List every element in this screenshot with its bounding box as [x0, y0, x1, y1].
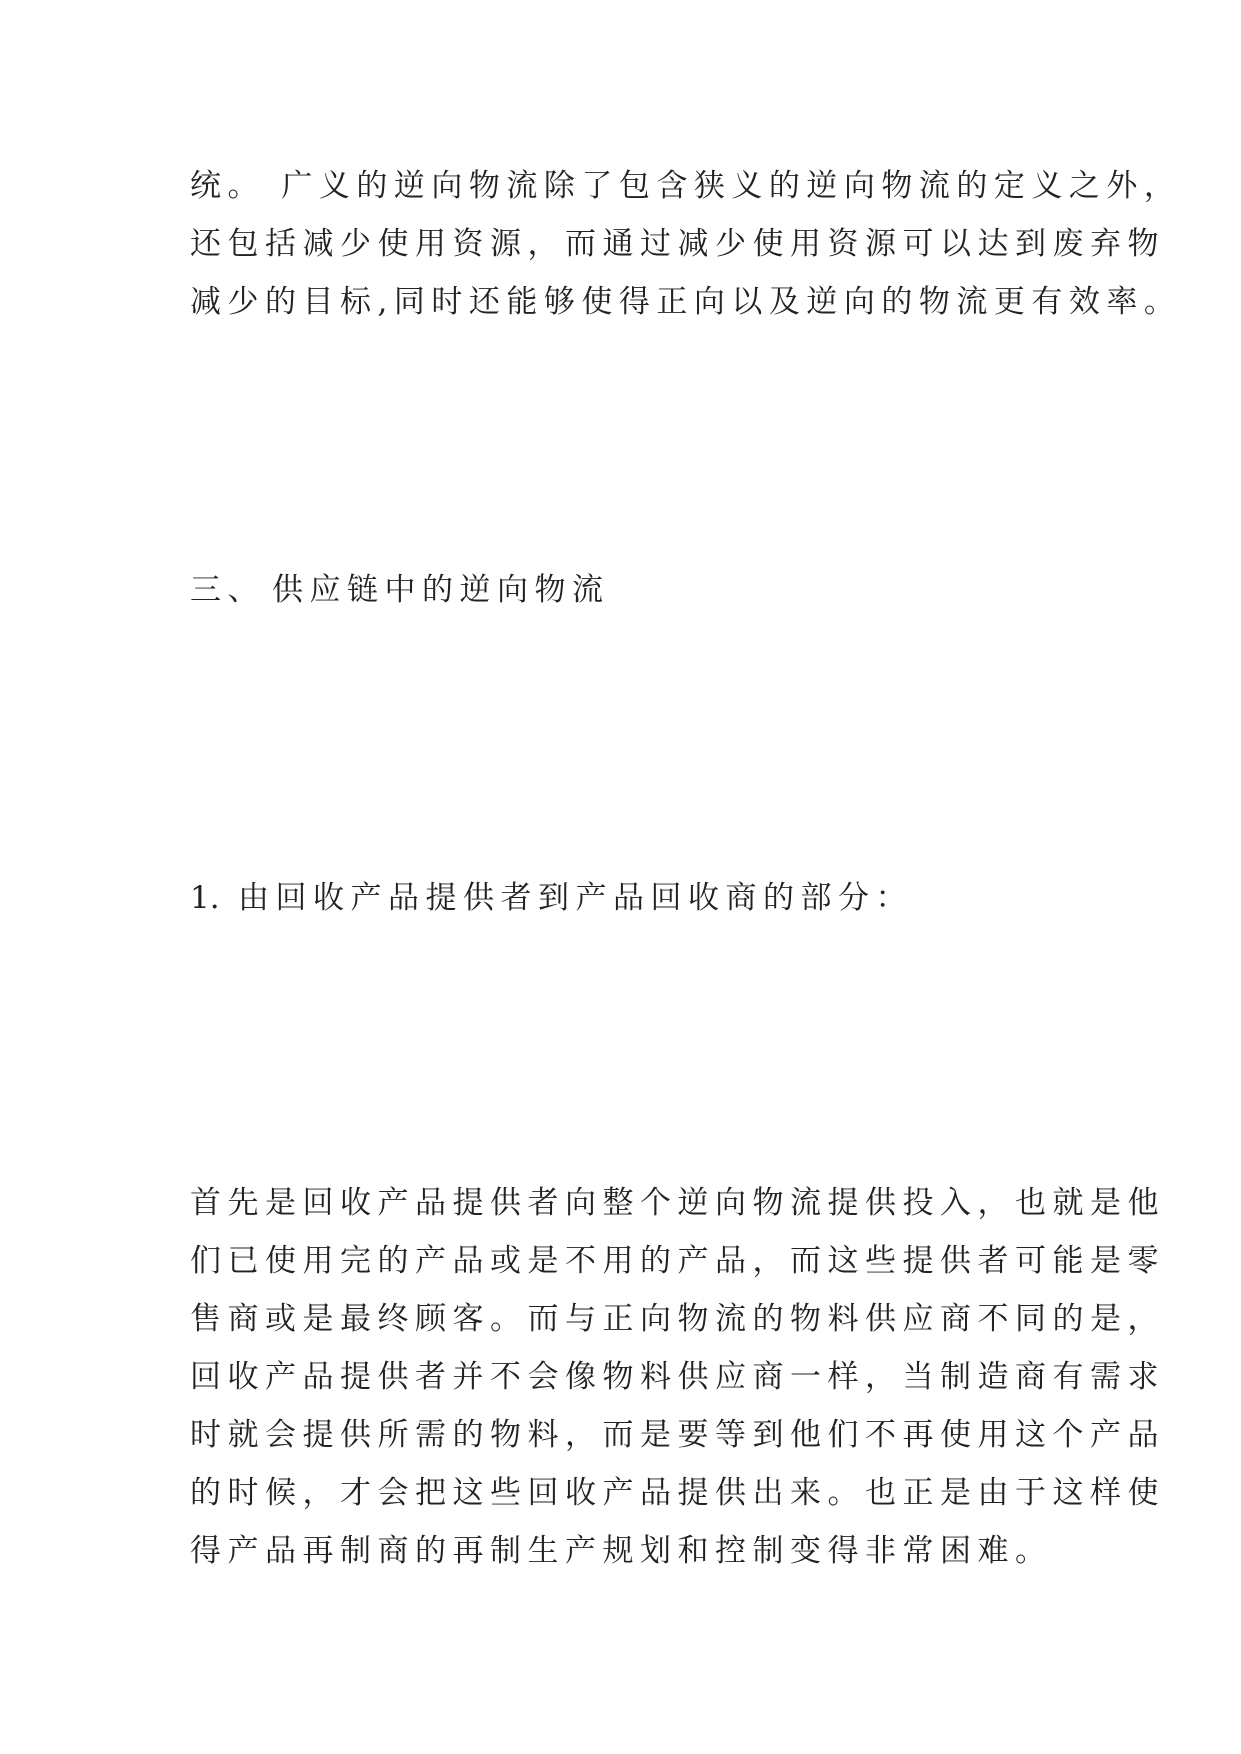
paragraph-2-line-6: 的时候，才会把这些回收产品提供出来。也正是由于这样使	[190, 1475, 1165, 1511]
paragraph-2-line-2: 们已使用完的产品或是不用的产品，而这些提供者可能是零	[190, 1243, 1165, 1279]
section-heading	[190, 570, 610, 610]
paragraph-2-line-1: 首先是回收产品提供者向整个逆向物流提供投入，也就是他	[190, 1185, 1165, 1221]
section-number: 三、	[190, 572, 265, 608]
paragraph-1-line-2: 还包括减少使用资源，而通过减少使用资源可以达到废弃物	[190, 226, 1165, 262]
subsection-title: 由回收产品提供者到产品回收商的部分：	[238, 880, 913, 916]
section-title: 供应链中的逆向物流	[272, 572, 610, 608]
subsection-number: 1.	[190, 880, 220, 916]
paragraph-1-line-1: 统。 广义的逆向物流除了包含狭义的逆向物流的定义之外，	[190, 168, 1182, 204]
paragraph-2-line-4: 回收产品提供者并不会像物料供应商一样，当制造商有需求	[190, 1359, 1165, 1395]
paragraph-1-line-3: 减少的目标,同时还能够使得正向以及逆向的物流更有效率。	[190, 284, 1182, 320]
paragraph-2-line-7: 得产品再制商的再制生产规划和控制变得非常困难。	[190, 1533, 1053, 1569]
paragraph-2-line-3: 售商或是最终顾客。而与正向物流的物料供应商不同的是，	[190, 1301, 1165, 1337]
paragraph-2-line-5: 时就会提供所需的物料，而是要等到他们不再使用这个产品	[190, 1417, 1165, 1453]
subsection-heading	[190, 878, 913, 918]
